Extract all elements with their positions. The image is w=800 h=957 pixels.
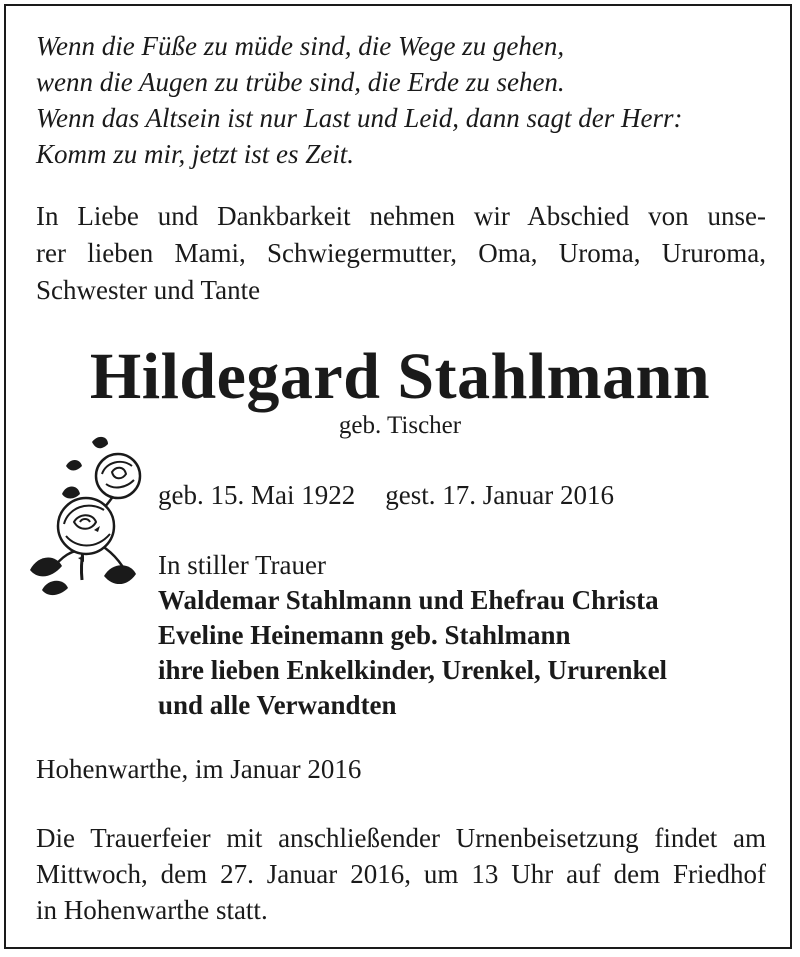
funeral-info xyxy=(36,820,766,928)
mourner-line: ihre lieben Enkelkinder, Urenkel, Ururenkel xyxy=(158,655,668,685)
poem-line: Wenn die Füße zu müde sind, die Wege zu gehen, xyxy=(36,31,565,61)
rose-icon xyxy=(22,430,154,598)
life-dates xyxy=(158,478,614,512)
intro-line: rer lieben Mami, Schwiegermutter, Oma, Uroma, Ururoma, xyxy=(36,238,766,268)
poem-line: wenn die Augen zu trübe sind, die Erde zu sehen. xyxy=(36,67,565,97)
mourner-line: Eveline Heinemann geb. Stahlmann xyxy=(158,620,571,650)
poem-line: Wenn das Altsein ist nur Last und Leid, dann sagt der Herr: xyxy=(36,103,683,133)
death-date: gest. 17. Januar 2016 xyxy=(385,480,614,510)
mourner-line: und alle Verwandten xyxy=(158,690,397,720)
intro-text xyxy=(36,198,766,309)
mourners-block xyxy=(158,548,667,723)
place-date: Hohenwarthe, im Januar 2016 xyxy=(36,754,362,784)
funeral-line: Mittwoch, dem 27. Januar 2016, um 13 Uhr auf dem Friedhof xyxy=(36,859,766,889)
poem xyxy=(36,28,776,172)
funeral-line: in Hohenwarthe statt. xyxy=(36,895,268,925)
funeral-line: Die Trauerfeier mit anschließender Urnenbeisetzung findet am xyxy=(36,823,766,853)
deceased-name: Hildegard Stahlmann xyxy=(89,340,711,413)
poem-line: Komm zu mir, jetzt ist es Zeit. xyxy=(36,139,355,169)
mourner-line: Waldemar Stahlmann und Ehefrau Christa xyxy=(158,585,659,615)
intro-line: Schwester und Tante xyxy=(36,275,261,305)
birth-date: geb. 15. Mai 1922 xyxy=(158,480,356,510)
maiden-name: geb. Tischer xyxy=(338,412,462,439)
intro-line: In Liebe und Dankbarkeit nehmen wir Abschied von unse- xyxy=(36,201,766,231)
mourners-heading: In stiller Trauer xyxy=(158,550,326,580)
